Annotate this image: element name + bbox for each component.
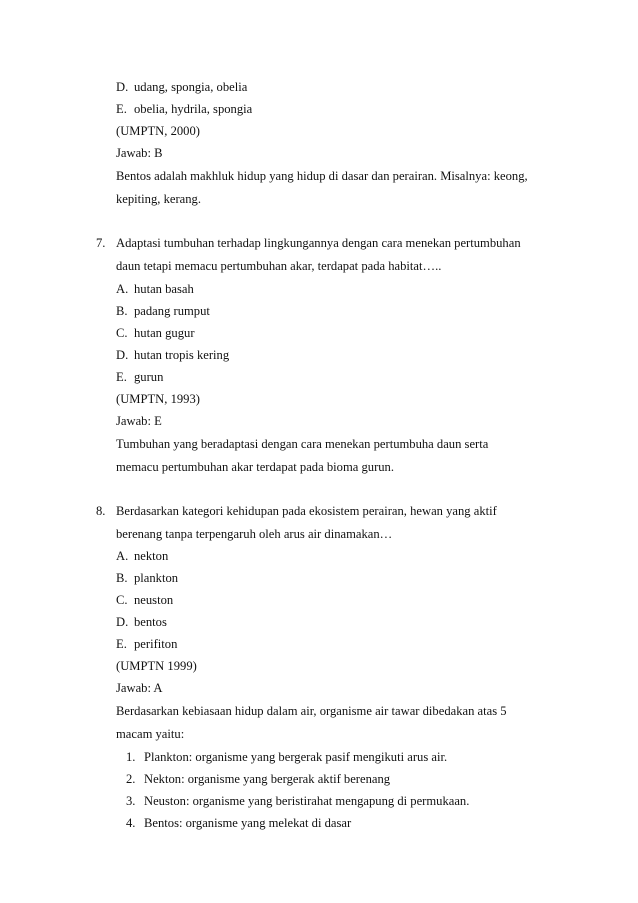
option-text: hutan tropis kering (134, 348, 230, 362)
question-7-explanation-1: Tumbuhan yang beradaptasi dengan cara menekan pertumbuha daun serta (116, 437, 489, 451)
option-letter: B. (116, 571, 128, 585)
option-text: neuston (134, 593, 174, 607)
question-8-option-d (116, 614, 167, 630)
option-e-prev (116, 101, 252, 117)
question-8-list-item-3 (126, 793, 469, 809)
question-8-option-b (116, 570, 178, 586)
question-7-option-a (116, 281, 194, 297)
option-letter: E. (116, 102, 127, 116)
option-text: plankton (134, 571, 179, 585)
option-letter: A. (116, 549, 129, 563)
question-8-explanation-2: macam yaitu: (116, 727, 185, 741)
question-8-number: 8. (96, 504, 106, 518)
option-text: udang, spongia, obelia (134, 80, 248, 94)
explanation-prev-1: Bentos adalah makhluk hidup yang hidup di dasar dan perairan. Misalnya: keong, (116, 169, 528, 183)
option-letter: C. (116, 326, 128, 340)
question-8-option-a (116, 548, 168, 564)
list-text: Bentos: organisme yang melekat di dasar (144, 816, 352, 830)
question-8-explanation-1: Berdasarkan kebiasaan hidup dalam air, organisme air tawar dibedakan atas 5 (116, 704, 507, 718)
question-7-explanation-2: memacu pertumbuhan akar terdapat pada bioma gurun. (116, 460, 395, 474)
question-7-text-2: daun tetapi memacu pertumbuhan akar, terdapat pada habitat….. (116, 259, 442, 273)
question-8-list-item-2 (126, 771, 390, 787)
list-number: 3. (126, 794, 136, 808)
question-7-number: 7. (96, 236, 106, 250)
question-7-source: (UMPTN, 1993) (116, 392, 200, 406)
question-7-option-b (116, 303, 210, 319)
question-8-text-1: Berdasarkan kategori kehidupan pada ekosistem perairan, hewan yang aktif (116, 504, 497, 518)
question-7-answer: Jawab: E (116, 414, 162, 428)
list-number: 1. (126, 750, 136, 764)
question-8-list-item-1 (126, 749, 447, 765)
option-text: obelia, hydrila, spongia (134, 102, 253, 116)
question-8-text-2: berenang tanpa terpengaruh oleh arus air dinamakan… (116, 527, 393, 541)
option-letter: D. (116, 348, 129, 362)
option-text: perifiton (134, 637, 178, 651)
question-8-answer: Jawab: A (116, 681, 163, 695)
list-text: Nekton: organisme yang bergerak aktif berenang (144, 772, 391, 786)
option-text: hutan gugur (134, 326, 195, 340)
question-7-text-1: Adaptasi tumbuhan terhadap lingkungannya dengan cara menekan pertumbuhan (116, 236, 521, 250)
question-8-source: (UMPTN 1999) (116, 659, 197, 673)
option-letter: A. (116, 282, 129, 296)
question-8-option-c (116, 592, 173, 608)
explanation-prev-2: kepiting, kerang. (116, 192, 201, 206)
option-text: hutan basah (134, 282, 194, 296)
list-number: 4. (126, 816, 136, 830)
list-number: 2. (126, 772, 136, 786)
question-7-option-c (116, 325, 195, 341)
list-text: Neuston: organisme yang beristirahat mengapung di permukaan. (144, 794, 470, 808)
list-text: Plankton: organisme yang bergerak pasif mengikuti arus air. (144, 750, 448, 764)
option-text: bentos (134, 615, 167, 629)
option-letter: D. (116, 615, 129, 629)
option-text: padang rumput (134, 304, 210, 318)
source-prev: (UMPTN, 2000) (116, 124, 200, 138)
option-letter: E. (116, 370, 127, 384)
question-7-option-d (116, 347, 229, 363)
answer-prev: Jawab: B (116, 146, 163, 160)
option-letter: C. (116, 593, 128, 607)
option-letter: B. (116, 304, 128, 318)
option-text: nekton (134, 549, 169, 563)
option-d-prev (116, 79, 247, 95)
question-7-option-e (116, 369, 163, 385)
question-8-option-e (116, 636, 177, 652)
option-letter: D. (116, 80, 129, 94)
question-8-list-item-4 (126, 815, 351, 831)
option-text: gurun (134, 370, 164, 384)
option-letter: E. (116, 637, 127, 651)
